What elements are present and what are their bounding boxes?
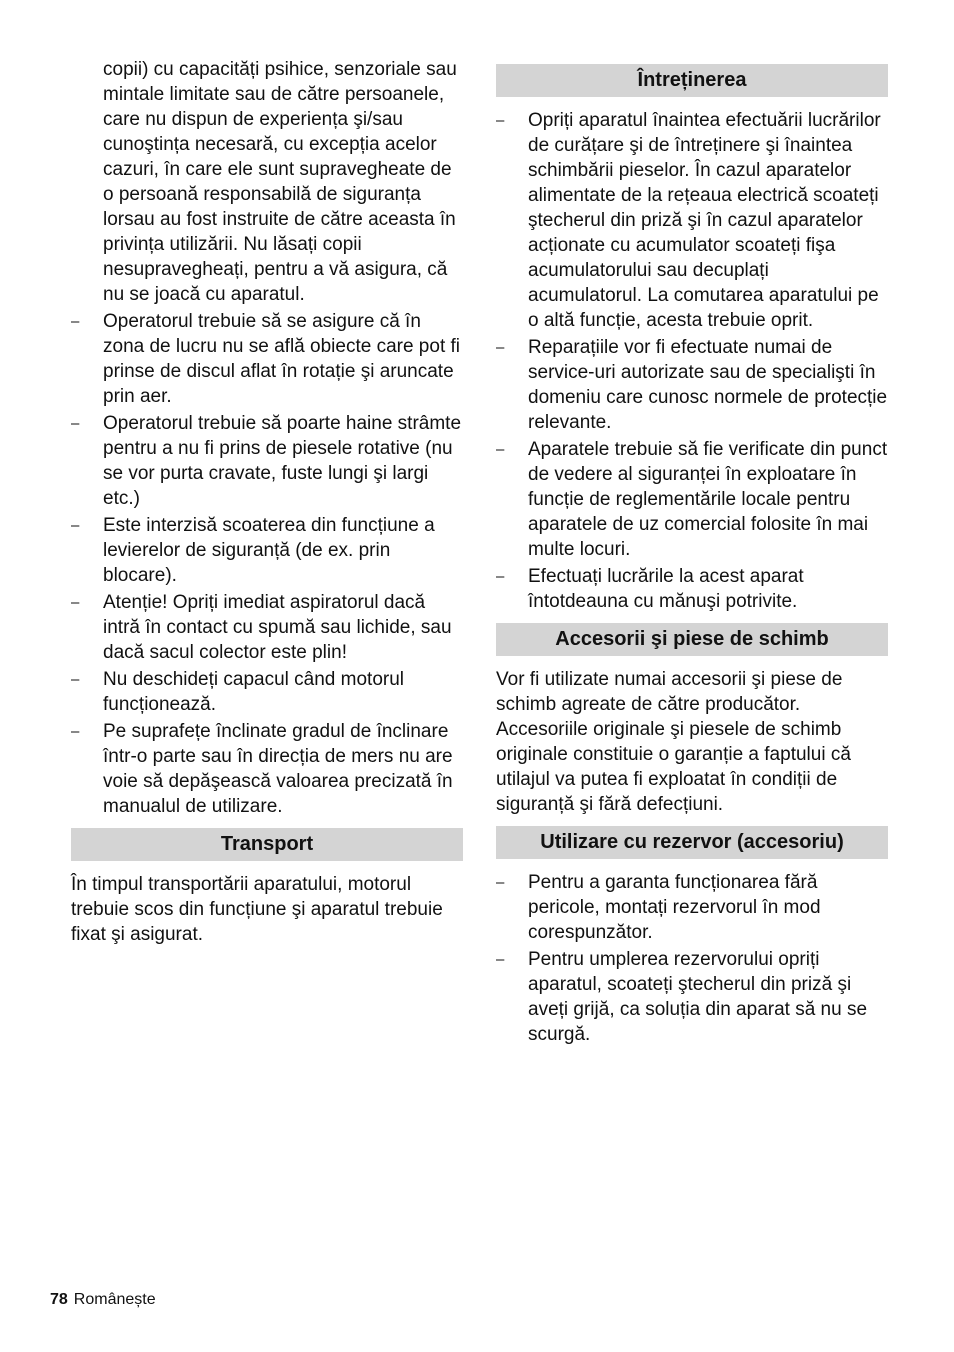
list-item-text: Nu deschideți capacul când motorul funcționează. xyxy=(103,669,405,715)
list-item-text: Efectuați lucrările la acest aparat întotdeauna cu mănuşi potrivite. xyxy=(528,566,804,612)
list-item-text: Aparatele trebuie să fie verificate din punct de vedere al siguranței în exploatare în funcție de reglementările locale pentru aparatele de uz comercial folosite în mai multe locuri. xyxy=(528,439,888,560)
list-item xyxy=(71,513,463,588)
continued-paragraph: copii) cu capacități psihice, senzoriale sau mintale limitate sau de către persoanele, care nu dispun de experiența şi/sau cunoştința necesară, cu excepția acelor cazuri, în care ele sunt supravegheate de o persoană responsabilă de siguranța lorsau au fost instruite de către aceasta în privința utilizării. Nu lăsați copii nesupravegheați, pentru a vă asigura, că nu se joacă cu aparatul. xyxy=(103,59,457,305)
list-dash: – xyxy=(496,339,505,356)
list-item xyxy=(71,411,463,511)
tank-list xyxy=(496,870,888,1047)
list-item xyxy=(71,590,463,665)
list-item xyxy=(71,719,463,819)
list-item-text: Opriți aparatul înaintea efectuării lucrărilor de curățare şi de întreținere şi înaintea schimbării pieselor. În cazul aparatelor alimentate de la rețeaua electrică scoateți ştecherul din priză şi în cazul aparatelor acționate cu acumulator scoateți fişa acumulatorului sau decuplați acumulatorul. La comutarea aparatului pe o altă funcție, acesta trebuie oprit. xyxy=(528,110,881,331)
list-dash: – xyxy=(496,568,505,585)
accessories-paragraph: Vor fi utilizate numai accesorii şi piese de schimb agreate de către producător. Accesoriile originale şi piesele de schimb originale constituie o garanție a faptului că utilajul va putea fi exploatat în condiții de siguranță şi fără defecțiuni. xyxy=(496,669,851,815)
list-dash: – xyxy=(71,313,80,330)
list-item xyxy=(496,335,888,435)
list-item-text: Operatorul trebuie să se asigure că în zona de lucru nu se află obiecte care pot fi prinse de discul aflat în rotație şi aruncate prin aer. xyxy=(103,311,461,407)
page-number: 78 xyxy=(50,1291,68,1308)
list-item xyxy=(71,667,463,717)
maintenance-list xyxy=(496,108,888,614)
list-item-text: Operatorul trebuie să poarte haine strâmte pentru a nu fi prins de piesele rotative (nu se vor purta cravate, fuste lungi şi largi etc.) xyxy=(103,413,462,509)
list-item xyxy=(496,947,888,1047)
list-dash: – xyxy=(496,951,505,968)
list-item-text: Este interzisă scoaterea din funcțiune a levierelor de siguranță (de ex. prin blocare). xyxy=(103,515,435,586)
list-dash: – xyxy=(71,517,80,534)
list-dash: – xyxy=(71,723,80,740)
transport-paragraph: În timpul transportării aparatului, motorul trebuie scos din funcțiune şi aparatul trebuie fixat şi asigurat. xyxy=(71,874,443,945)
list-item-text: Pentru umplerea rezervorului opriți aparatul, scoateți ştecherul din priză şi aveți grijă, ca soluția din aparat să nu se scurgă. xyxy=(528,949,868,1045)
list-item xyxy=(496,564,888,614)
list-item-text: Pe suprafețe înclinate gradul de înclinare într-o parte sau în direcția de mers nu are voie să depăşească valoarea precizată în manualul de utilizare. xyxy=(103,721,453,817)
right-column xyxy=(496,57,888,1049)
footer-language: Românește xyxy=(73,1291,156,1308)
list-dash: – xyxy=(496,874,505,891)
left-column xyxy=(71,57,463,955)
list-item-text: Reparațiile vor fi efectuate numai de service-uri autorizate sau de specialişti în domeniu care cunosc normele de protecție relevante. xyxy=(528,337,888,433)
page-footer xyxy=(50,1290,156,1310)
maintenance-heading: Întreținerea xyxy=(496,64,888,97)
accessories-heading: Accesorii şi piese de schimb xyxy=(496,623,888,656)
list-dash: – xyxy=(71,671,80,688)
list-dash: – xyxy=(71,415,80,432)
list-item xyxy=(71,309,463,409)
list-dash: – xyxy=(496,112,505,129)
list-item-text: Atenție! Opriți imediat aspiratorul dacă intră în contact cu spumă sau lichide, sau dacă sacul colector este plin! xyxy=(103,592,452,663)
list-dash: – xyxy=(496,441,505,458)
tank-heading: Utilizare cu rezervor (accesoriu) xyxy=(496,826,888,859)
list-item-text: Pentru a garanta funcționarea fără pericole, montați rezervorul în mod corespunzător. xyxy=(528,872,821,943)
list-dash: – xyxy=(71,594,80,611)
transport-heading: Transport xyxy=(71,828,463,861)
list-item xyxy=(496,870,888,945)
list-item xyxy=(496,108,888,333)
list-item xyxy=(496,437,888,562)
safety-list xyxy=(71,309,463,819)
